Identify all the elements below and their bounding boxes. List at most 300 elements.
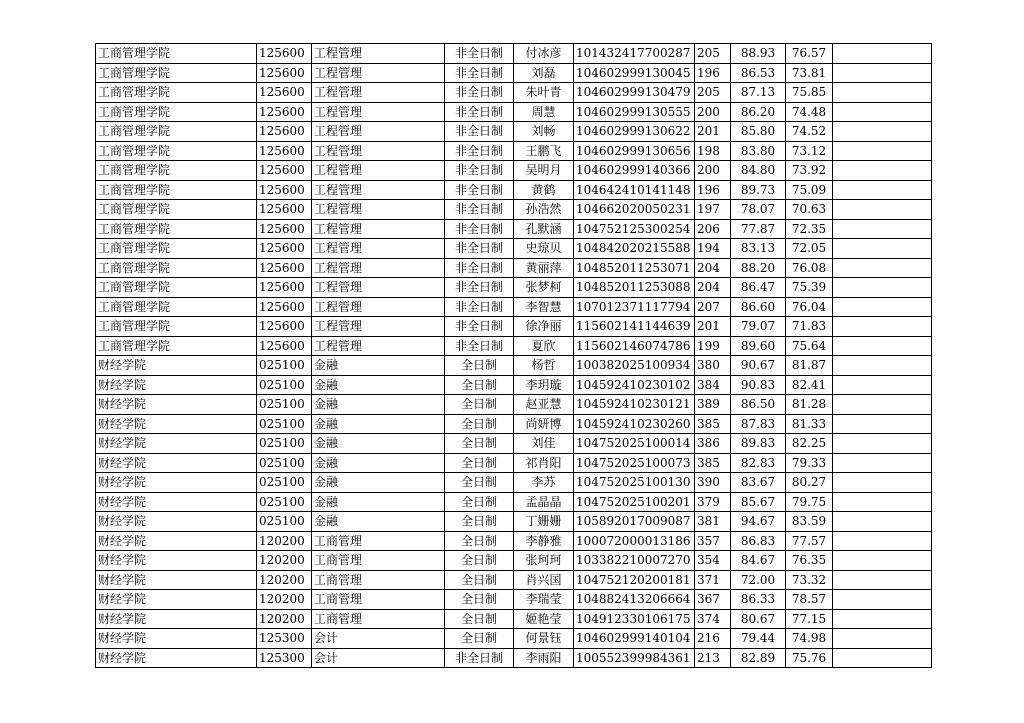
study-mode-cell: 全日制 [445, 492, 514, 512]
remark-cell [833, 356, 932, 376]
study-mode-cell: 非全日制 [445, 102, 514, 122]
initial-score-cell: 199 [695, 336, 731, 356]
remark-cell [833, 44, 932, 64]
student-name-cell: 史琼贝 [514, 239, 574, 259]
initial-score-cell: 380 [695, 356, 731, 376]
study-mode-cell: 全日制 [445, 512, 514, 532]
remark-cell [833, 141, 932, 161]
study-mode-cell: 非全日制 [445, 278, 514, 298]
total-score-cell: 77.15 [786, 609, 833, 629]
retest-score-cell: 86.50 [731, 395, 786, 415]
remark-cell [833, 200, 932, 220]
remark-cell [833, 609, 932, 629]
initial-score-cell: 386 [695, 434, 731, 454]
total-score-cell: 72.05 [786, 239, 833, 259]
exam-id-cell: 115602146074786 [574, 336, 695, 356]
exam-id-cell: 104592410230121 [574, 395, 695, 415]
study-mode-cell: 全日制 [445, 609, 514, 629]
table-row [96, 648, 932, 668]
major-code-cell: 025100 [257, 375, 312, 395]
study-mode-cell: 全日制 [445, 434, 514, 454]
initial-score-cell: 205 [695, 44, 731, 64]
remark-cell [833, 375, 932, 395]
total-score-cell: 76.57 [786, 44, 833, 64]
remark-cell [833, 570, 932, 590]
major-name-cell: 工商管理 [312, 531, 445, 551]
major-name-cell: 金融 [312, 434, 445, 454]
exam-id-cell: 104602999130656 [574, 141, 695, 161]
study-mode-cell: 全日制 [445, 414, 514, 434]
exam-id-cell: 104752125300254 [574, 219, 695, 239]
retest-score-cell: 85.67 [731, 492, 786, 512]
student-name-cell: 孟晶晶 [514, 492, 574, 512]
total-score-cell: 80.27 [786, 473, 833, 493]
exam-id-cell: 104602999130622 [574, 122, 695, 142]
major-name-cell: 金融 [312, 473, 445, 493]
major-name-cell: 会计 [312, 629, 445, 649]
study-mode-cell: 全日制 [445, 395, 514, 415]
college-cell: 工商管理学院 [96, 83, 257, 103]
exam-id-cell: 104592410230260 [574, 414, 695, 434]
initial-score-cell: 206 [695, 219, 731, 239]
remark-cell [833, 63, 932, 83]
student-name-cell: 刘磊 [514, 63, 574, 83]
major-code-cell: 120200 [257, 590, 312, 610]
study-mode-cell: 非全日制 [445, 336, 514, 356]
retest-score-cell: 84.67 [731, 551, 786, 571]
study-mode-cell: 非全日制 [445, 200, 514, 220]
total-score-cell: 73.81 [786, 63, 833, 83]
major-name-cell: 工商管理 [312, 609, 445, 629]
study-mode-cell: 全日制 [445, 375, 514, 395]
remark-cell [833, 629, 932, 649]
retest-score-cell: 86.83 [731, 531, 786, 551]
student-name-cell: 徐净丽 [514, 317, 574, 337]
remark-cell [833, 492, 932, 512]
retest-score-cell: 72.00 [731, 570, 786, 590]
student-name-cell: 李智慧 [514, 297, 574, 317]
total-score-cell: 78.57 [786, 590, 833, 610]
total-score-cell: 79.75 [786, 492, 833, 512]
remark-cell [833, 83, 932, 103]
major-code-cell: 125600 [257, 297, 312, 317]
student-name-cell: 李静雅 [514, 531, 574, 551]
table-row [96, 531, 932, 551]
exam-id-cell: 100382025100934 [574, 356, 695, 376]
major-code-cell: 120200 [257, 609, 312, 629]
total-score-cell: 76.08 [786, 258, 833, 278]
exam-id-cell: 104592410230102 [574, 375, 695, 395]
college-cell: 工商管理学院 [96, 141, 257, 161]
major-code-cell: 025100 [257, 356, 312, 376]
college-cell: 工商管理学院 [96, 161, 257, 181]
exam-id-cell: 104882413206664 [574, 590, 695, 610]
retest-score-cell: 84.80 [731, 161, 786, 181]
remark-cell [833, 590, 932, 610]
major-name-cell: 工程管理 [312, 297, 445, 317]
college-cell: 工商管理学院 [96, 63, 257, 83]
table-row [96, 375, 932, 395]
student-name-cell: 朱叶青 [514, 83, 574, 103]
remark-cell [833, 453, 932, 473]
major-code-cell: 125600 [257, 239, 312, 259]
exam-id-cell: 105892017009087 [574, 512, 695, 532]
college-cell: 工商管理学院 [96, 239, 257, 259]
table-row [96, 83, 932, 103]
college-cell: 财经学院 [96, 453, 257, 473]
student-name-cell: 赵亚慧 [514, 395, 574, 415]
exam-id-cell: 104852011253088 [574, 278, 695, 298]
major-code-cell: 125600 [257, 180, 312, 200]
major-name-cell: 工程管理 [312, 83, 445, 103]
major-name-cell: 工程管理 [312, 239, 445, 259]
major-name-cell: 工程管理 [312, 258, 445, 278]
major-code-cell: 125600 [257, 278, 312, 298]
initial-score-cell: 200 [695, 161, 731, 181]
retest-score-cell: 87.83 [731, 414, 786, 434]
exam-id-cell: 104852011253071 [574, 258, 695, 278]
total-score-cell: 79.33 [786, 453, 833, 473]
major-name-cell: 工程管理 [312, 141, 445, 161]
exam-id-cell: 104602999130045 [574, 63, 695, 83]
student-name-cell: 尚妍博 [514, 414, 574, 434]
table-row [96, 551, 932, 571]
initial-score-cell: 389 [695, 395, 731, 415]
student-name-cell: 李苏 [514, 473, 574, 493]
retest-score-cell: 80.67 [731, 609, 786, 629]
student-name-cell: 付冰彦 [514, 44, 574, 64]
total-score-cell: 75.76 [786, 648, 833, 668]
total-score-cell: 73.92 [786, 161, 833, 181]
table-row [96, 629, 932, 649]
retest-score-cell: 86.20 [731, 102, 786, 122]
college-cell: 财经学院 [96, 414, 257, 434]
initial-score-cell: 204 [695, 278, 731, 298]
admission-table [95, 43, 932, 668]
retest-score-cell: 83.13 [731, 239, 786, 259]
college-cell: 工商管理学院 [96, 122, 257, 142]
college-cell: 财经学院 [96, 375, 257, 395]
total-score-cell: 74.52 [786, 122, 833, 142]
table-row [96, 609, 932, 629]
total-score-cell: 73.12 [786, 141, 833, 161]
initial-score-cell: 374 [695, 609, 731, 629]
major-name-cell: 工商管理 [312, 590, 445, 610]
college-cell: 工商管理学院 [96, 297, 257, 317]
major-name-cell: 金融 [312, 414, 445, 434]
major-name-cell: 工商管理 [312, 570, 445, 590]
table-row [96, 492, 932, 512]
initial-score-cell: 205 [695, 83, 731, 103]
study-mode-cell: 全日制 [445, 629, 514, 649]
remark-cell [833, 239, 932, 259]
college-cell: 工商管理学院 [96, 336, 257, 356]
initial-score-cell: 357 [695, 531, 731, 551]
remark-cell [833, 317, 932, 337]
table-row [96, 122, 932, 142]
table-row [96, 570, 932, 590]
total-score-cell: 82.41 [786, 375, 833, 395]
major-code-cell: 125300 [257, 648, 312, 668]
table-row [96, 512, 932, 532]
retest-score-cell: 87.13 [731, 83, 786, 103]
student-name-cell: 丁姗姗 [514, 512, 574, 532]
college-cell: 财经学院 [96, 395, 257, 415]
college-cell: 工商管理学院 [96, 278, 257, 298]
major-code-cell: 125600 [257, 63, 312, 83]
study-mode-cell: 非全日制 [445, 161, 514, 181]
total-score-cell: 75.64 [786, 336, 833, 356]
college-cell: 财经学院 [96, 434, 257, 454]
major-name-cell: 金融 [312, 512, 445, 532]
total-score-cell: 75.09 [786, 180, 833, 200]
major-code-cell: 025100 [257, 434, 312, 454]
exam-id-cell: 104602999130555 [574, 102, 695, 122]
remark-cell [833, 102, 932, 122]
exam-id-cell: 104662020050231 [574, 200, 695, 220]
major-code-cell: 025100 [257, 453, 312, 473]
initial-score-cell: 385 [695, 453, 731, 473]
student-name-cell: 李雨阳 [514, 648, 574, 668]
exam-id-cell: 104752025100073 [574, 453, 695, 473]
initial-score-cell: 200 [695, 102, 731, 122]
initial-score-cell: 213 [695, 648, 731, 668]
college-cell: 财经学院 [96, 356, 257, 376]
total-score-cell: 83.59 [786, 512, 833, 532]
total-score-cell: 81.28 [786, 395, 833, 415]
student-name-cell: 李瑞莹 [514, 590, 574, 610]
college-cell: 财经学院 [96, 531, 257, 551]
major-code-cell: 125600 [257, 122, 312, 142]
table-row [96, 63, 932, 83]
student-name-cell: 孔默涵 [514, 219, 574, 239]
major-code-cell: 025100 [257, 492, 312, 512]
student-name-cell: 吴明月 [514, 161, 574, 181]
study-mode-cell: 全日制 [445, 531, 514, 551]
initial-score-cell: 204 [695, 258, 731, 278]
major-name-cell: 会计 [312, 648, 445, 668]
major-code-cell: 025100 [257, 473, 312, 493]
exam-id-cell: 100552399984361 [574, 648, 695, 668]
table-row [96, 590, 932, 610]
exam-id-cell: 104752120200181 [574, 570, 695, 590]
total-score-cell: 76.04 [786, 297, 833, 317]
study-mode-cell: 非全日制 [445, 63, 514, 83]
remark-cell [833, 278, 932, 298]
initial-score-cell: 390 [695, 473, 731, 493]
study-mode-cell: 非全日制 [445, 141, 514, 161]
total-score-cell: 76.35 [786, 551, 833, 571]
major-name-cell: 工程管理 [312, 200, 445, 220]
major-code-cell: 025100 [257, 512, 312, 532]
total-score-cell: 75.39 [786, 278, 833, 298]
major-code-cell: 125600 [257, 219, 312, 239]
student-name-cell: 黄鹤 [514, 180, 574, 200]
initial-score-cell: 384 [695, 375, 731, 395]
study-mode-cell: 非全日制 [445, 297, 514, 317]
initial-score-cell: 216 [695, 629, 731, 649]
table-row [96, 473, 932, 493]
student-name-cell: 周慧 [514, 102, 574, 122]
table-row [96, 239, 932, 259]
college-cell: 工商管理学院 [96, 44, 257, 64]
retest-score-cell: 79.44 [731, 629, 786, 649]
major-name-cell: 金融 [312, 395, 445, 415]
exam-id-cell: 104752025100201 [574, 492, 695, 512]
college-cell: 工商管理学院 [96, 180, 257, 200]
table-row [96, 102, 932, 122]
retest-score-cell: 86.53 [731, 63, 786, 83]
major-code-cell: 125600 [257, 317, 312, 337]
study-mode-cell: 非全日制 [445, 317, 514, 337]
college-cell: 财经学院 [96, 492, 257, 512]
table-row [96, 200, 932, 220]
total-score-cell: 75.85 [786, 83, 833, 103]
table-row [96, 180, 932, 200]
retest-score-cell: 79.07 [731, 317, 786, 337]
retest-score-cell: 82.89 [731, 648, 786, 668]
table-row [96, 297, 932, 317]
table-row [96, 356, 932, 376]
exam-id-cell: 107012371117794 [574, 297, 695, 317]
college-cell: 财经学院 [96, 512, 257, 532]
retest-score-cell: 77.87 [731, 219, 786, 239]
initial-score-cell: 194 [695, 239, 731, 259]
college-cell: 财经学院 [96, 609, 257, 629]
major-name-cell: 金融 [312, 453, 445, 473]
student-name-cell: 祁肖阳 [514, 453, 574, 473]
retest-score-cell: 82.83 [731, 453, 786, 473]
retest-score-cell: 89.83 [731, 434, 786, 454]
total-score-cell: 82.25 [786, 434, 833, 454]
table-row [96, 258, 932, 278]
college-cell: 工商管理学院 [96, 219, 257, 239]
major-name-cell: 工程管理 [312, 180, 445, 200]
study-mode-cell: 全日制 [445, 551, 514, 571]
initial-score-cell: 367 [695, 590, 731, 610]
student-name-cell: 张梦柯 [514, 278, 574, 298]
study-mode-cell: 全日制 [445, 356, 514, 376]
college-cell: 财经学院 [96, 648, 257, 668]
exam-id-cell: 104602999130479 [574, 83, 695, 103]
study-mode-cell: 全日制 [445, 473, 514, 493]
retest-score-cell: 90.83 [731, 375, 786, 395]
remark-cell [833, 161, 932, 181]
major-code-cell: 125600 [257, 258, 312, 278]
study-mode-cell: 全日制 [445, 570, 514, 590]
major-name-cell: 金融 [312, 375, 445, 395]
major-code-cell: 025100 [257, 395, 312, 415]
college-cell: 工商管理学院 [96, 317, 257, 337]
study-mode-cell: 非全日制 [445, 44, 514, 64]
student-name-cell: 肖兴国 [514, 570, 574, 590]
major-name-cell: 工程管理 [312, 122, 445, 142]
remark-cell [833, 297, 932, 317]
remark-cell [833, 414, 932, 434]
college-cell: 财经学院 [96, 473, 257, 493]
table-row [96, 414, 932, 434]
exam-id-cell: 104642410141148 [574, 180, 695, 200]
initial-score-cell: 379 [695, 492, 731, 512]
initial-score-cell: 196 [695, 63, 731, 83]
major-code-cell: 120200 [257, 531, 312, 551]
major-code-cell: 125300 [257, 629, 312, 649]
total-score-cell: 81.87 [786, 356, 833, 376]
major-name-cell: 工商管理 [312, 551, 445, 571]
initial-score-cell: 201 [695, 317, 731, 337]
student-name-cell: 姬艳莹 [514, 609, 574, 629]
exam-id-cell: 101432417700287 [574, 44, 695, 64]
major-name-cell: 工程管理 [312, 44, 445, 64]
major-name-cell: 工程管理 [312, 161, 445, 181]
study-mode-cell: 非全日制 [445, 83, 514, 103]
initial-score-cell: 381 [695, 512, 731, 532]
major-name-cell: 金融 [312, 356, 445, 376]
remark-cell [833, 336, 932, 356]
college-cell: 财经学院 [96, 551, 257, 571]
initial-score-cell: 197 [695, 200, 731, 220]
retest-score-cell: 89.60 [731, 336, 786, 356]
table-row [96, 336, 932, 356]
remark-cell [833, 122, 932, 142]
major-name-cell: 金融 [312, 492, 445, 512]
initial-score-cell: 354 [695, 551, 731, 571]
retest-score-cell: 89.73 [731, 180, 786, 200]
college-cell: 工商管理学院 [96, 102, 257, 122]
total-score-cell: 81.33 [786, 414, 833, 434]
exam-id-cell: 104602999140366 [574, 161, 695, 181]
college-cell: 财经学院 [96, 629, 257, 649]
student-name-cell: 何景钰 [514, 629, 574, 649]
exam-id-cell: 104752025100014 [574, 434, 695, 454]
remark-cell [833, 180, 932, 200]
college-cell: 工商管理学院 [96, 258, 257, 278]
student-name-cell: 黄丽萍 [514, 258, 574, 278]
retest-score-cell: 90.67 [731, 356, 786, 376]
remark-cell [833, 219, 932, 239]
initial-score-cell: 371 [695, 570, 731, 590]
retest-score-cell: 83.80 [731, 141, 786, 161]
student-name-cell: 王鹏飞 [514, 141, 574, 161]
student-name-cell: 夏欣 [514, 336, 574, 356]
table-row [96, 317, 932, 337]
retest-score-cell: 86.47 [731, 278, 786, 298]
retest-score-cell: 86.60 [731, 297, 786, 317]
total-score-cell: 77.57 [786, 531, 833, 551]
remark-cell [833, 395, 932, 415]
study-mode-cell: 非全日制 [445, 122, 514, 142]
remark-cell [833, 258, 932, 278]
exam-id-cell: 104602999140104 [574, 629, 695, 649]
student-name-cell: 张珂珂 [514, 551, 574, 571]
exam-id-cell: 104842020215588 [574, 239, 695, 259]
major-code-cell: 125600 [257, 200, 312, 220]
exam-id-cell: 115602141144639 [574, 317, 695, 337]
major-code-cell: 120200 [257, 551, 312, 571]
remark-cell [833, 434, 932, 454]
college-cell: 财经学院 [96, 590, 257, 610]
table-row [96, 161, 932, 181]
major-name-cell: 工程管理 [312, 102, 445, 122]
retest-score-cell: 88.93 [731, 44, 786, 64]
table-body [96, 44, 932, 668]
exam-id-cell: 103382210007270 [574, 551, 695, 571]
major-name-cell: 工程管理 [312, 278, 445, 298]
table-row [96, 434, 932, 454]
college-cell: 工商管理学院 [96, 200, 257, 220]
study-mode-cell: 非全日制 [445, 648, 514, 668]
table-row [96, 395, 932, 415]
